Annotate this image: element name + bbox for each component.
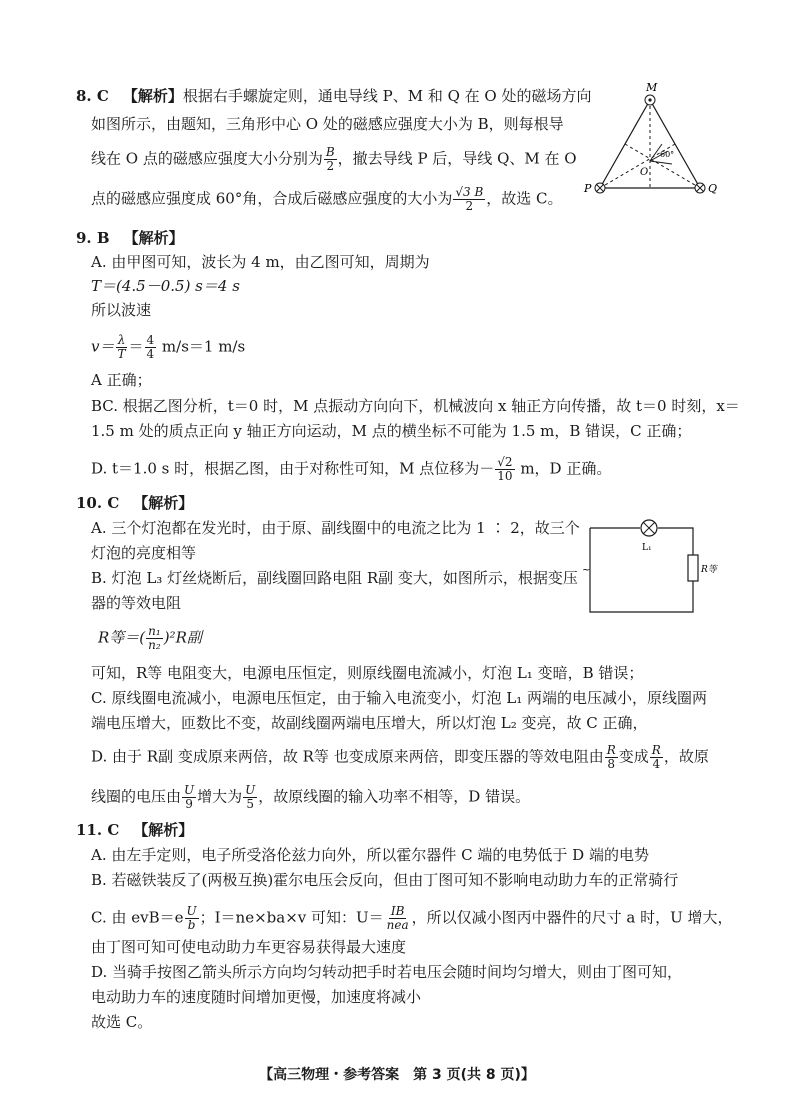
q9-fraction-4-4: $\frac{4}{4}$ [146, 333, 155, 361]
q9-fraction-lambda-t: $\frac{\lambda}{T}$ [117, 333, 126, 361]
q11-fraction-u-b: $\frac{U}{b}$ [186, 904, 197, 932]
q10-fraction-n1-n2: $\frac{\text{n₁}}{\text{n₂}}$ [148, 624, 161, 652]
label-p: P [584, 182, 592, 195]
label-o: O [640, 167, 649, 178]
q9-number: 9. B [76, 229, 110, 247]
q10-b-line-2: 器的等效电阻 [91, 594, 182, 612]
q9-analysis-tag: 【解析】 [123, 229, 184, 247]
q10-c-line-2: 端电压增大，匝数比不变，故副线圈两端电压增大，所以灯泡 L₂ 变亮，故 C 正确， [91, 714, 648, 732]
q9-a-line-2: T＝(4.5－0.5) s＝4 s [91, 277, 240, 295]
q11-fraction-ib-nea: $\frac{IB}{\text{nea}}$ [386, 904, 409, 932]
q11-c-line-2: 由丁图可知可使电动助力车更容易获得最大速度 [91, 938, 407, 956]
q8-number: 8. C [76, 87, 109, 105]
source-symbol: ~ [582, 565, 591, 576]
q8-analysis-tag: 【解析】 [122, 87, 183, 105]
q11-c-line-1: C. 由 evB＝e $\frac{U}{b}$ ；I＝ne×ba×v 可知：U＝ $\frac{IB}{\text{nea}}$ ，所以仅减小图丙中器件的尺寸 a 时，U 增大， [91, 904, 733, 932]
q11-d-line-3: 故选 C。 [91, 1013, 153, 1031]
resistor-label: R等 [701, 565, 717, 575]
q10-b-line-3: 可知，R等 电阻变大，电源电压恒定，则原线圈电流减小，灯泡 L₁ 变暗，B 错误； [91, 664, 644, 682]
q9-a-line-4: v＝ $\frac{\lambda}{T}$ ＝ $\frac{4}{4}$ m/s＝1 m/s [91, 333, 246, 361]
q10-b-line-1: B. 灯泡 L₃ 灯丝烧断后，副线圈回路电阻 R副 变大，如图所示，根据变压 [91, 569, 578, 587]
q10-d-line-1: D. 由于 R副 变成原来两倍，故 R等 也变成原来两倍，即变压器的等效电阻由 $\frac{R}{8}$ 变成 $\frac{R}{4}$ ，故原 [91, 743, 709, 771]
q10-formula: R等＝( $\frac{\text{n₁}}{\text{n₂}}$ )²R副 [98, 624, 202, 652]
q9-fraction-sqrt2-10: $\frac{√2}{10}$ [497, 455, 513, 483]
resistor-icon [688, 555, 698, 581]
q9-a-line-3: 所以波速 [91, 301, 152, 319]
q11-number: 11. C [76, 821, 120, 839]
lamp-label: L₁ [642, 543, 652, 553]
q8-text-3b: ，撤去导线 P 后，导线 Q、M 在 O [337, 149, 577, 168]
q8-fraction-sqrt3b2: $\frac{√3 B}{2}$ [455, 185, 484, 213]
q8-triangle-figure [580, 78, 730, 208]
q9-a-line-1: A. 由甲图可知，波长为 4 m，由乙图可知，周期为 [91, 253, 430, 271]
label-q: Q [708, 182, 718, 195]
q8-text-4b: ，故选 C。 [486, 189, 563, 208]
q10-a-line-2: 灯泡的亮度相等 [91, 544, 197, 562]
q10-fraction-r8: $\frac{R}{8}$ [606, 743, 616, 771]
q11-d-line-2: 电动助力车的速度随时间增加更慢，加速度将减小 [91, 988, 422, 1006]
q11-d-line-1: D. 当骑手按图乙箭头所示方向均匀转动把手时若电压会随时间均匀增大，则由丁图可知， [91, 963, 683, 981]
q9-bc-line-2: 1.5 m 处的质点正向 y 轴正方向运动，M 点的横坐标不可能为 1.5 m，B 错误，C 正确； [91, 422, 692, 440]
q10-a-line-1: A. 三个灯泡都在发光时，由于原、副线圈中的电流之比为 1 ∶ 2，故三个 [91, 519, 580, 537]
q9-a-line-5: A 正确； [91, 371, 152, 389]
label-angle: 60° [660, 150, 675, 159]
q11-analysis-tag: 【解析】 [133, 821, 194, 839]
q11-b-line-1: B. 若磁铁装反了(两极互换)霍尔电压会反向，但由丁图可知不影响电动助力车的正常骑行 [91, 871, 679, 889]
field-arrow-3 [650, 161, 672, 164]
q10-number: 10. C [76, 494, 120, 512]
q8-line-2: 如图所示，由题知，三角形中心 O 处的磁感应强度大小为 B，则每根导 [91, 115, 564, 133]
q9-bc-line-1: BC. 根据乙图分析，t＝0 时，M 点振动方向向下，机械波向 x 轴正方向传播，故 t＝0 时刻，x＝ [91, 397, 740, 415]
q8-line-4 [91, 186, 563, 213]
q10-d-line-2: 线圈的电压由 $\frac{U}{9}$ 增大为 $\frac{U}{5}$ ，故原线圈的输入功率不相等，D 错误。 [91, 783, 531, 811]
label-m: M [646, 81, 658, 94]
q8-line-1 [76, 86, 592, 106]
q8-text-3a: 线在 O 点的磁感应强度大小分别为 [91, 149, 323, 168]
q10-fraction-r4: $\frac{R}{4}$ [651, 743, 661, 771]
q10-line-1 [76, 493, 193, 513]
q10-fraction-u9: $\frac{U}{9}$ [184, 783, 195, 811]
q8-text-1: 根据右手螺旋定则，通电导线 P、M 和 Q 在 O 处的磁场方向 [182, 87, 592, 105]
q11-a-line-1: A. 由左手定则，电子所受洛伦兹力向外，所以霍尔器件 C 端的电势低于 D 端的电势 [91, 846, 649, 864]
q8-fraction-b2: $\frac{B}{2}$ [325, 145, 335, 173]
q10-analysis-tag: 【解析】 [133, 494, 194, 512]
q10-fraction-u5: $\frac{U}{5}$ [245, 783, 256, 811]
q9-d-line-1: D. t＝1.0 s 时，根据乙图，由于对称性可知，M 点位移为－ $\frac{√2}{10}$ m，D 正确。 [91, 455, 612, 483]
q11-line-1 [76, 820, 193, 840]
q8-text-4a: 点的磁感应强度成 60°角，合成后磁感应强度的大小为 [91, 189, 453, 208]
page-footer: 【高三物理・参考答案 第 3 页(共 8 页)】 [259, 1067, 535, 1083]
q8-line-3 [91, 146, 577, 173]
q9-line-1 [76, 228, 184, 248]
q10-c-line-1: C. 原线圈电流减小，电源电压恒定，由于输入电流变小，灯泡 L₁ 两端的电压减小，原线圈两 [91, 689, 707, 707]
q10-circuit-figure [580, 515, 730, 615]
